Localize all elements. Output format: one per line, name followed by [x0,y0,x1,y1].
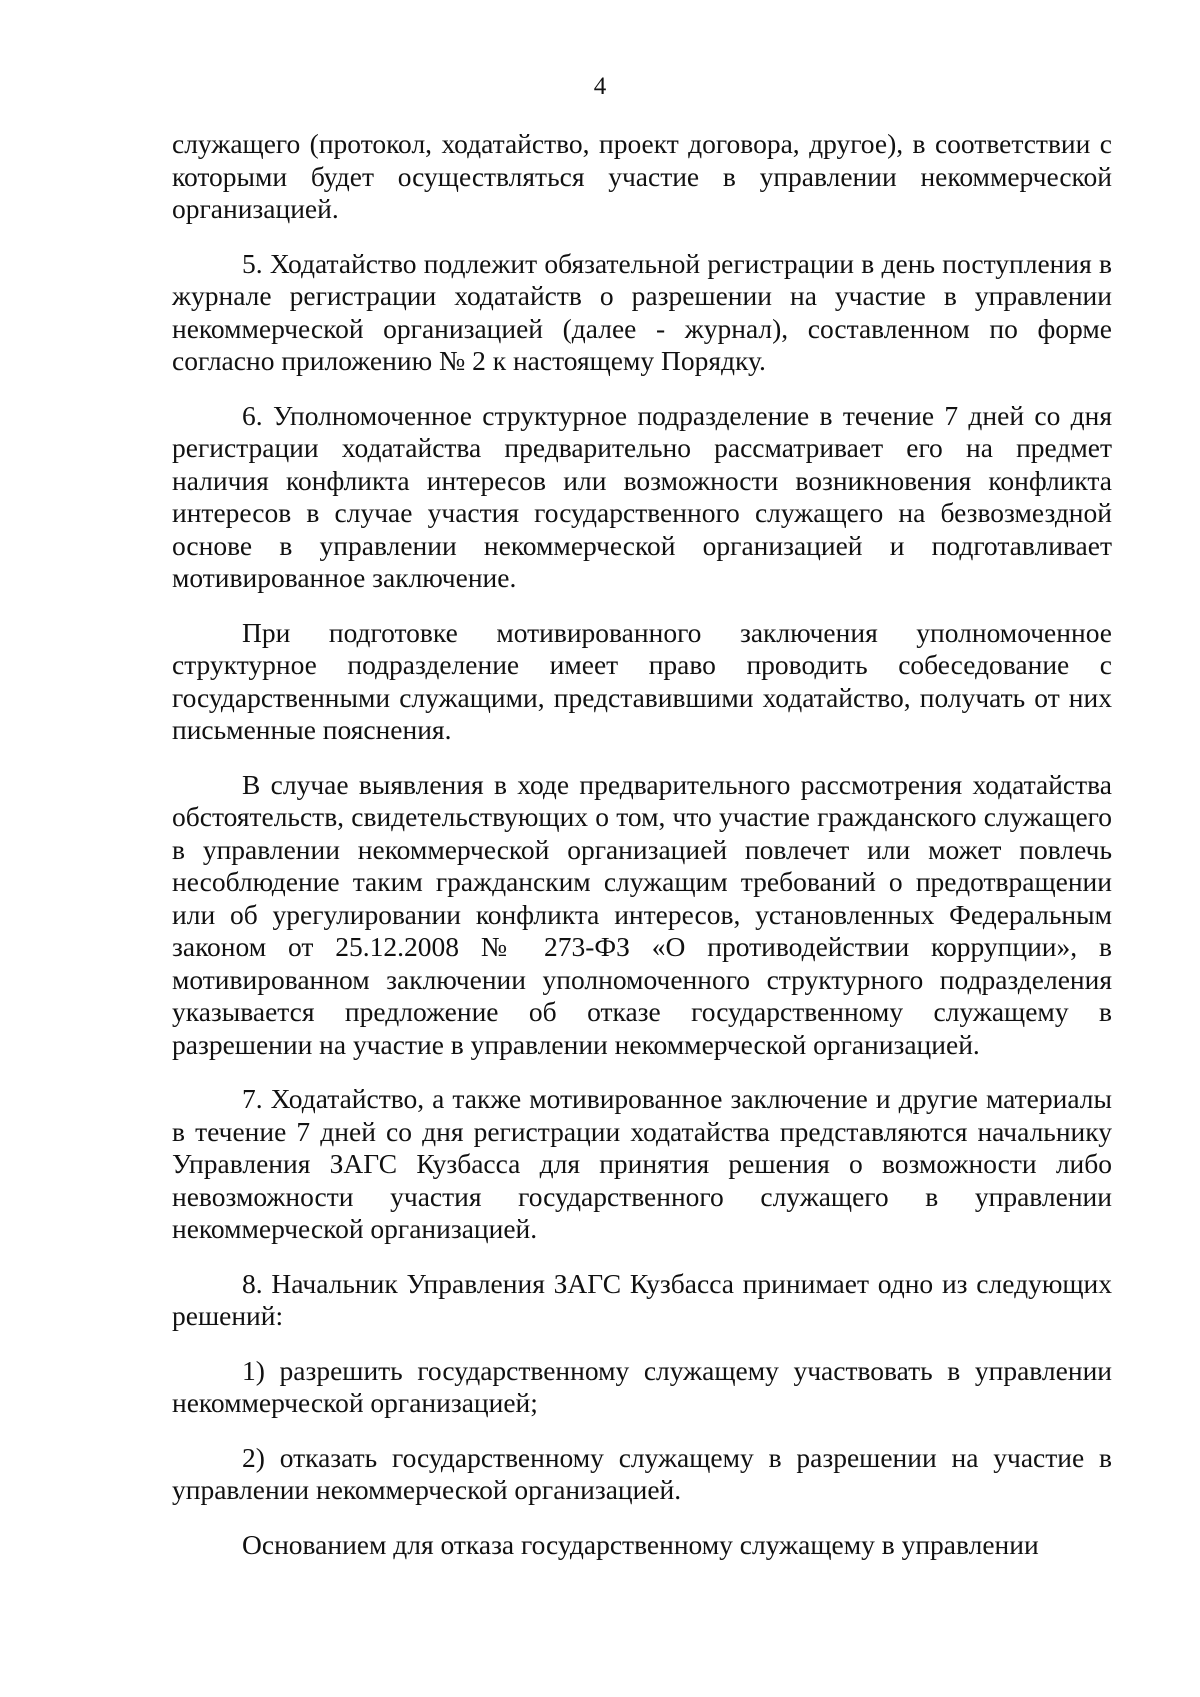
paragraph-decision-1: 1) разрешить государственному служащему участвовать в управлении некоммерческой организацией; [172,1354,1112,1418]
paragraph-item-6: 6. Уполномоченное структурное подразделение в течение 7 дней со дня регистрации ходатайства предварительно рассматривает его на предмет наличия конфликта интересов или возможности возникновения конфликта интересов в случае участия государственного служащего на безвозмездной основе в управлении некоммерческой организацией и подготавливает мотивированное заключение. [172,399,1112,593]
paragraph-continuation: служащего (протокол, ходатайство, проект договора, другое), в соответствии с которыми будет осуществляться участие в управлении некоммерческой организацией. [172,128,1112,224]
paragraph-item-7: 7. Ходатайство, а также мотивированное заключение и другие материалы в течение 7 дней со дня регистрации ходатайства представляются начальнику Управления ЗАГС Кузбасса для принятия решения о возможности либо невозможности участия государственного служащего в управлении некоммерческой организацией. [172,1083,1112,1244]
paragraph-item-8: 8. Начальник Управления ЗАГС Кузбасса принимает одно из следующих решений: [172,1267,1112,1331]
document-body [172,128,1112,1561]
paragraph-item-5: 5. Ходатайство подлежит обязательной регистрации в день поступления в журнале регистрации ходатайств о разрешении на участие в управлении некоммерческой организацией (далее - журнал), составленном по форме согласно приложению № 2 к настоящему Порядку. [172,247,1112,376]
paragraph-refusal-grounds: Основанием для отказа государственному служащему в управлении [242,1528,1039,1560]
paragraph-decision-2: 2) отказать государственному служащему в разрешении на участие в управлении некоммерческой организацией. [172,1441,1112,1505]
paragraph-conflict-refusal: В случае выявления в ходе предварительного рассмотрения ходатайства обстоятельств, свидетельствующих о том, что участие гражданского служащего в управлении некоммерческой организацией повлечет или может повлечь несоблюдение таким гражданским служащим требований о предотвращении или об урегулировании конфликта интересов, установленных Федеральным законом от 25.12.2008 № 273-ФЗ «О противодействии коррупции», в мотивированном заключении уполномоченного структурного подразделения указывается предложение об отказе государственному служащему в разрешении на участие в управлении некоммерческой организацией. [172,768,1112,1060]
paragraph-interview-right: При подготовке мотивированного заключения уполномоченное структурное подразделение имеет право проводить собеседование с государственными служащими, представившими ходатайство, получать от них письменные пояснения. [172,616,1112,745]
page-number: 4 [593,73,607,100]
